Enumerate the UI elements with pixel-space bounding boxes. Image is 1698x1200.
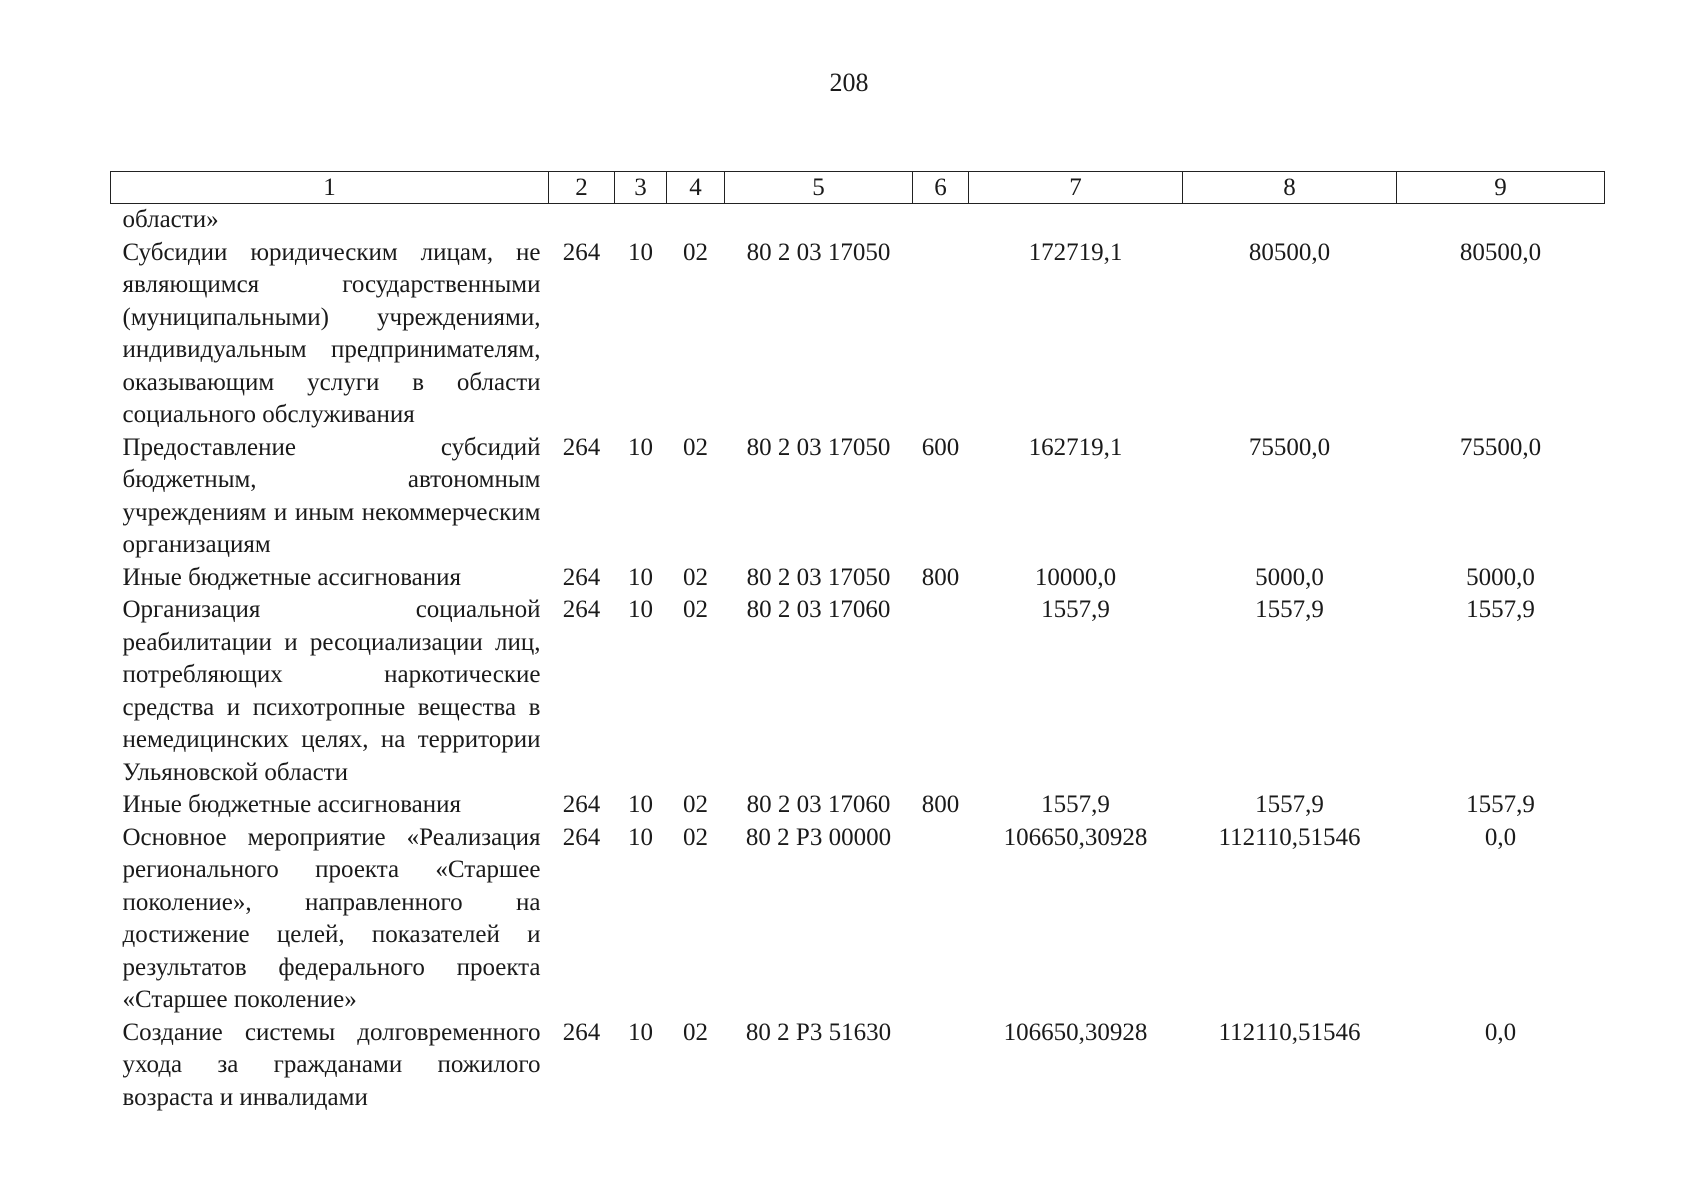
row-section [615,204,667,237]
row-amount-col8: 112110,51546 [1218,1018,1361,1046]
row-expense-type: 600 [921,433,960,461]
row-ministry-code [549,204,615,237]
column-header-9: 9 [1397,172,1605,204]
row-subsection [667,204,725,237]
column-header-5: 5 [725,172,913,204]
row-subsection: 02 [683,238,708,266]
column-header-4: 4 [667,172,725,204]
table-row [111,594,1605,789]
table-row [111,204,1605,237]
table-row [111,562,1605,595]
row-target-article: 80 2 03 17050 [746,563,891,591]
budget-table [110,171,1605,1114]
row-subsection: 02 [683,791,708,818]
row-expense-type [913,237,969,432]
row-section: 10 [628,238,653,266]
row-expense-type [913,822,969,1017]
column-header-7: 7 [969,172,1183,204]
row-amount-col8: 1557,9 [1255,791,1324,818]
column-header-8: 8 [1183,172,1397,204]
row-description: Субсидии юридическим лицам, не являющимся государственными (муниципальными) учреждениями, индивидуальным предпринимателям, оказывающим услуги в области социального обслуживания [122,238,541,428]
table-row [111,822,1605,1017]
column-header-3: 3 [615,172,667,204]
row-target-article: 80 2 03 17060 [746,791,891,818]
row-section: 10 [628,563,653,591]
row-amount-col9 [1397,204,1605,237]
row-amount-col9: 1557,9 [1466,791,1535,818]
row-target-article: 80 2 03 17060 [746,596,891,623]
table-row [111,432,1605,562]
row-amount-col8: 80500,0 [1248,238,1331,266]
row-section: 10 [628,433,653,461]
row-amount-col7: 162719,1 [1028,433,1123,461]
row-target-article: 80 2 Р3 00000 [745,823,892,851]
row-target-article: 80 2 Р3 51630 [745,1018,892,1046]
row-subsection: 02 [683,596,708,623]
row-description: области» [122,206,219,233]
row-ministry-code: 264 [562,596,601,623]
row-expense-type: 800 [921,563,960,591]
column-number-row [111,172,1605,204]
table-row [111,237,1605,432]
row-description: Организация социальной реабилитации и ресоциализации лиц, потребляющих наркотические средства и психотропные вещества в немедицинских целях, на территории Ульяновской области [122,596,541,786]
row-amount-col9: 0,0 [1484,823,1517,851]
row-section: 10 [628,823,653,851]
row-expense-type: 800 [921,791,960,818]
row-section: 10 [628,1018,653,1046]
row-description: Предоставление субсидий бюджетным, автономным учреждениям и иным некоммерческим организациям [122,433,541,558]
row-target-article [725,204,913,237]
table-row [111,789,1605,822]
row-amount-col8 [1183,204,1397,237]
table-row [111,1017,1605,1115]
row-amount-col7: 1557,9 [1041,596,1110,623]
column-header-2: 2 [549,172,615,204]
row-expense-type [913,594,969,789]
row-expense-type [913,204,969,237]
row-description: Основное мероприятие «Реализация регионального проекта «Старшее поколение», направленного на достижение целей, показателей и результатов федерального проекта «Старшее поколение» [122,823,541,1013]
row-subsection: 02 [683,563,708,591]
row-section: 10 [628,791,653,818]
row-ministry-code: 264 [562,791,601,818]
row-amount-col7: 10000,0 [1034,563,1117,591]
column-header-1: 1 [111,172,549,204]
row-amount-col8: 112110,51546 [1218,823,1361,851]
column-header-6: 6 [913,172,969,204]
row-target-article: 80 2 03 17050 [746,238,891,266]
row-amount-col7: 106650,30928 [1003,1018,1148,1046]
row-amount-col8: 5000,0 [1255,563,1324,591]
row-amount-col8: 75500,0 [1248,433,1331,461]
row-amount-col7: 106650,30928 [1003,823,1148,851]
row-ministry-code: 264 [562,1018,601,1046]
row-amount-col8: 1557,9 [1255,596,1324,623]
row-amount-col9: 0,0 [1484,1018,1517,1046]
row-description: Иные бюджетные ассигнования [122,563,462,591]
row-amount-col9: 75500,0 [1459,433,1542,461]
row-amount-col7: 172719,1 [1028,238,1123,266]
row-subsection: 02 [683,433,708,461]
row-amount-col7: 1557,9 [1041,791,1110,818]
row-amount-col9: 5000,0 [1466,563,1535,591]
row-target-article: 80 2 03 17050 [746,433,891,461]
row-description: Создание системы долговременного ухода за гражданами пожилого возраста и инвалидами [122,1018,541,1111]
row-ministry-code: 264 [562,823,601,851]
row-amount-col9: 80500,0 [1459,238,1542,266]
row-description: Иные бюджетные ассигнования [122,791,462,818]
row-section: 10 [628,596,653,623]
row-amount-col9: 1557,9 [1466,596,1535,623]
row-subsection: 02 [683,1018,708,1046]
page-number: 208 [829,68,869,97]
row-expense-type [913,1017,969,1115]
row-ministry-code: 264 [562,433,601,461]
row-amount-col7 [969,204,1183,237]
row-ministry-code: 264 [562,563,601,591]
row-subsection: 02 [683,823,708,851]
row-ministry-code: 264 [562,238,601,266]
